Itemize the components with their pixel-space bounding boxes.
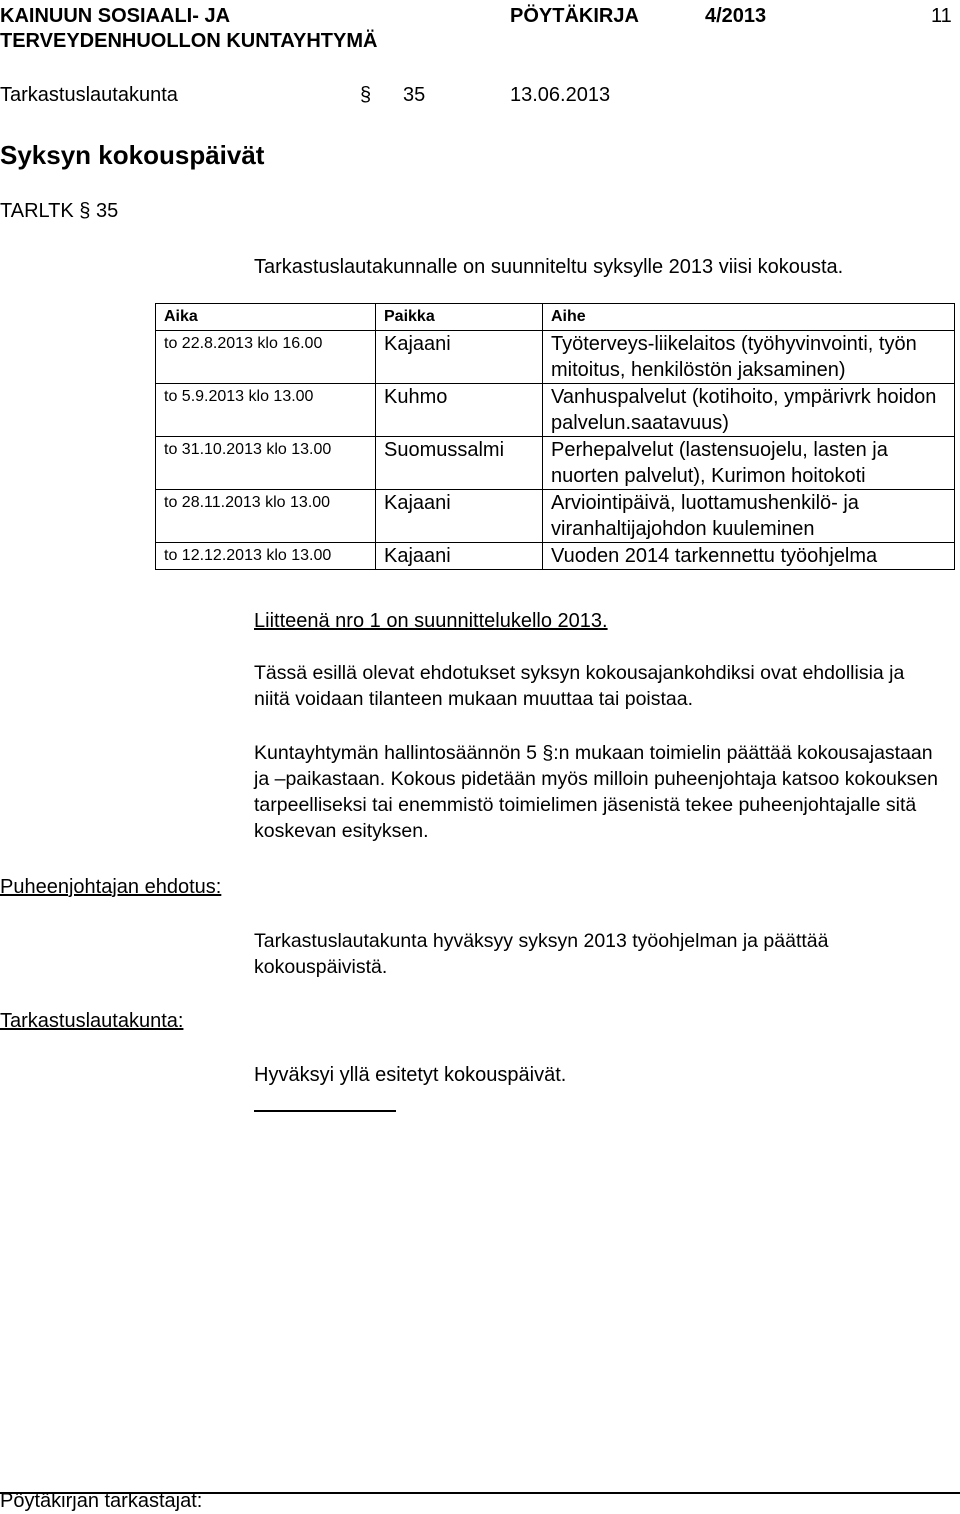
decision-text: Hyväksyi yllä esitetyt kokouspäivät.: [254, 1064, 567, 1086]
doc-number: 4/2013: [705, 5, 767, 27]
row-topic: Vuoden 2014 tarkennettu työohjelma: [543, 543, 955, 570]
chair-proposal-label: Puheenjohtajan ehdotus:: [0, 876, 222, 898]
row-place: Suomussalmi: [376, 437, 543, 490]
row-topic: Vanhuspalvelut (kotihoito, ympärivrk hoidon palvelun.saatavuus): [543, 384, 955, 437]
row-time: to 5.9.2013 klo 13.00: [156, 384, 376, 437]
section-mark: §: [360, 84, 372, 106]
meeting-body: Tarkastuslautakunta: [0, 84, 178, 106]
paragraph-conditional: [254, 660, 944, 712]
chair-proposal: [254, 928, 944, 980]
schedule-table: [155, 303, 955, 570]
footer-label: Pöytäkirjan tarkastajat:: [0, 1490, 203, 1512]
table-row: [156, 490, 955, 543]
row-time: to 12.12.2013 klo 13.00: [156, 543, 376, 570]
doc-type: PÖYTÄKIRJA: [510, 5, 639, 27]
row-place: Kajaani: [376, 543, 543, 570]
paragraph-text: Kuntayhtymän hallintosäännön 5 §:n mukaan toimielin päättää kokousajastaan ja –paikastaan. Kokous pidetään myös milloin puheenjohtaja katsoo kokouksen tarpeelliseksi tai enemmistö toimielimen jäsenistä tekee puheenjohtajalle sitä koskevan esityksen.: [254, 742, 939, 842]
column-header-time: Aika: [156, 304, 376, 331]
paragraph-regulation: [254, 740, 944, 844]
meeting-date: 13.06.2013: [510, 84, 611, 106]
row-topic: Perhepalvelut (lastensuojelu, lasten ja nuorten palvelut), Kurimon hoitokoti: [543, 437, 955, 490]
table-row: [156, 543, 955, 570]
paragraph-text: Tässä esillä olevat ehdotukset syksyn kokousajankohdiksi ovat ehdollisia ja niitä voidaan tilanteen mukaan muuttaa tai poistaa.: [254, 662, 905, 710]
row-place: Kuhmo: [376, 384, 543, 437]
attachment-note: Liitteenä nro 1 on suunnittelukello 2013.: [254, 610, 608, 632]
column-header-place: Paikka: [376, 304, 543, 331]
table-header-row: [156, 304, 955, 331]
row-time: to 28.11.2013 klo 13.00: [156, 490, 376, 543]
row-time: to 31.10.2013 klo 13.00: [156, 437, 376, 490]
row-topic: Arviointipäivä, luottamushenkilö- ja viranhaltijajohdon kuuleminen: [543, 490, 955, 543]
row-place: Kajaani: [376, 331, 543, 384]
chair-proposal-text: Tarkastuslautakunta hyväksyy syksyn 2013 työohjelman ja päättää kokouspäivistä.: [254, 930, 829, 978]
page-number: 11: [931, 5, 952, 27]
decision-label: Tarkastuslautakunta:: [0, 1010, 184, 1032]
intro-text: Tarkastuslautakunnalle on suunniteltu syksylle 2013 viisi kokousta.: [254, 256, 844, 278]
row-topic: Työterveys-liikelaitos (työhyvinvointi, työn mitoitus, henkilöstön jaksaminen): [543, 331, 955, 384]
table-row: [156, 384, 955, 437]
meeting-section: 35: [403, 84, 426, 106]
table-row: [156, 331, 955, 384]
page-title: Syksyn kokouspäivät: [0, 140, 265, 170]
column-header-topic: Aihe: [543, 304, 955, 331]
reference: TARLTK § 35: [0, 200, 119, 222]
table-row: [156, 437, 955, 490]
org-name-line1: KAINUUN SOSIAALI- JA: [0, 5, 231, 27]
row-place: Kajaani: [376, 490, 543, 543]
row-time: to 22.8.2013 klo 16.00: [156, 331, 376, 384]
org-name-line2: TERVEYDENHUOLLON KUNTAYHTYMÄ: [0, 30, 378, 52]
decision-underline: [254, 1110, 396, 1112]
